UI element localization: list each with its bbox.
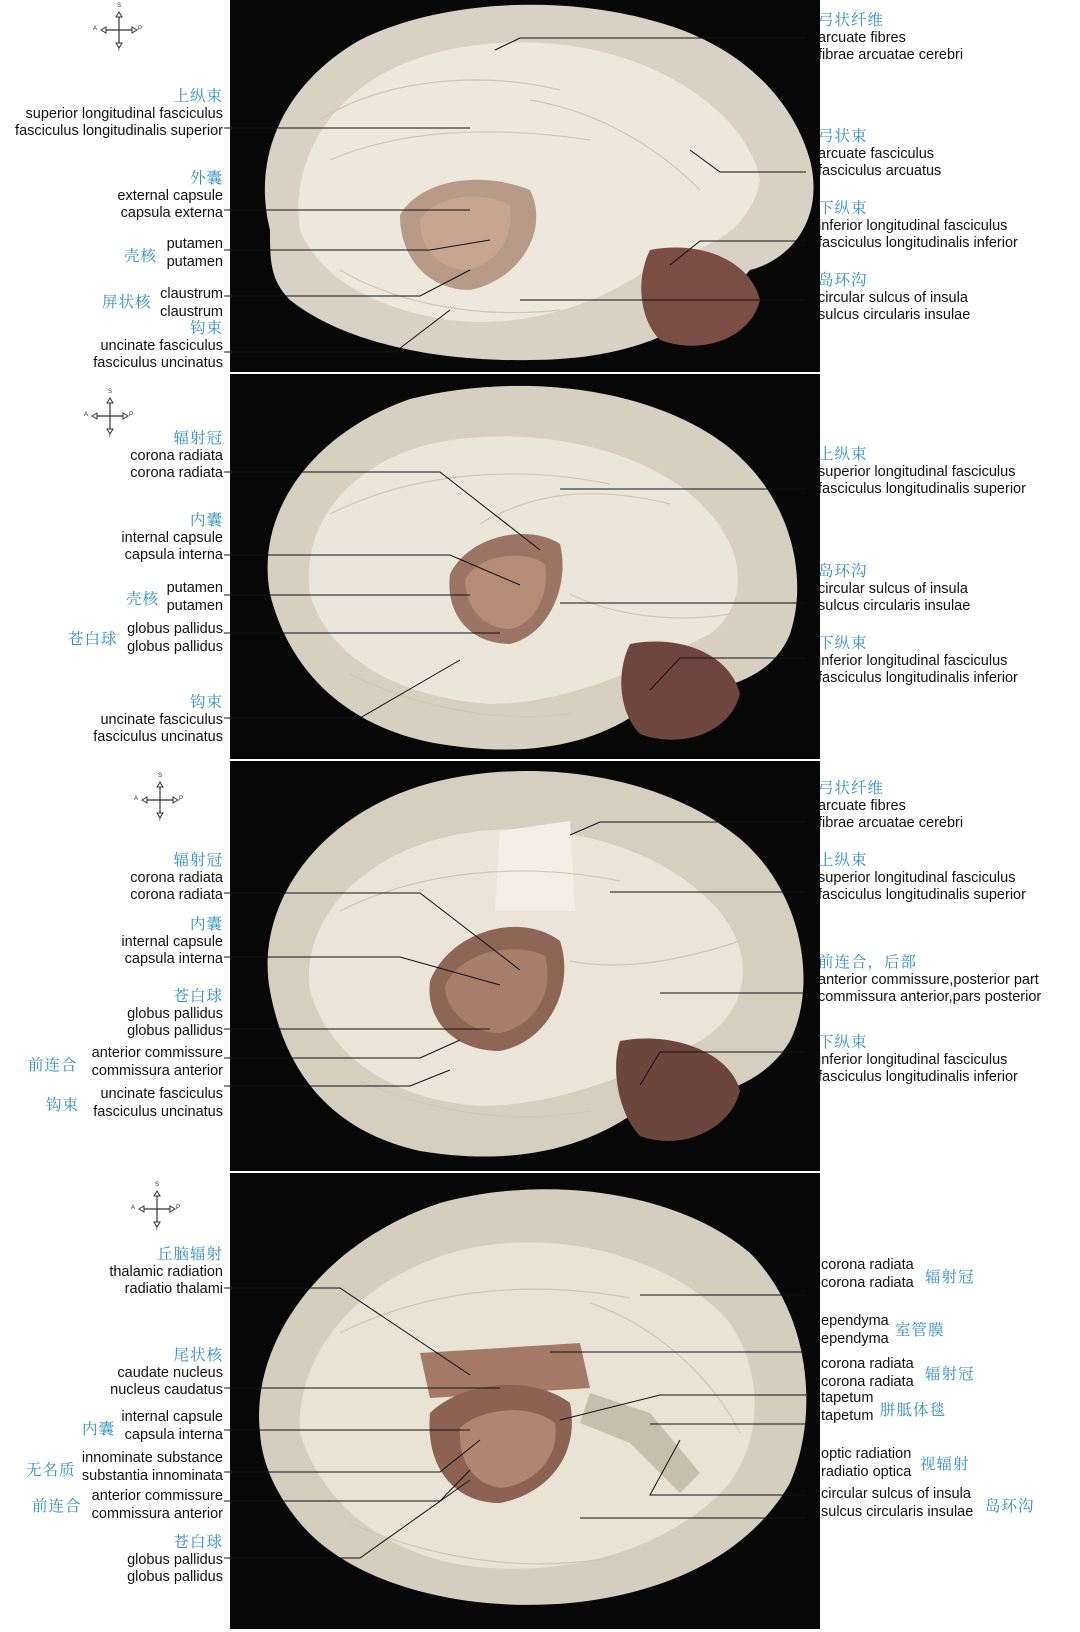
label-putamen: putamen putamen (166, 236, 223, 270)
label-internal-capsule-cn: 内囊 (82, 1420, 116, 1438)
label-inferior-longitudinal-fasciculus: 下纵束 inferior longitudinal fasciculus fasciculus longitudinalis inferior (818, 199, 1018, 251)
compass-p: P (179, 796, 184, 802)
compass-i: I (159, 817, 161, 823)
label-globus-pallidus: globus pallidus globus pallidus (127, 621, 223, 655)
orientation-compass (131, 1182, 181, 1232)
compass-s: S (117, 3, 122, 9)
label-globus-pallidus: 苍白球 globus pallidus globus pallidus (127, 987, 223, 1039)
compass-i: I (109, 433, 111, 439)
compass-s: S (108, 389, 113, 395)
label-circular-sulcus: circular sulcus of insula sulcus circularis insulae (821, 1486, 974, 1520)
brain-specimen-1 (230, 0, 820, 372)
brain-specimen-2 (230, 374, 820, 759)
label-uncinate-fasciculus-cn: 钩束 (46, 1096, 80, 1114)
label-anterior-commissure: anterior commissure commissura anterior (91, 1488, 223, 1522)
label-ependyma-cn: 室管膜 (895, 1321, 945, 1339)
label-uncinate-fasciculus: 钩束 uncinate fasciculus fasciculus uncinatus (93, 319, 223, 371)
label-corona-radiata: 辐射冠 corona radiata corona radiata (130, 429, 223, 481)
orientation-compass (93, 3, 143, 53)
label-ependyma: ependyma ependyma (821, 1313, 889, 1347)
compass-p: P (138, 26, 143, 32)
brain-specimen-4 (230, 1173, 820, 1629)
label-circular-sulcus: 岛环沟 circular sulcus of insula sulcus circularis insulae (818, 271, 971, 323)
label-optic-radiation-cn: 视辐射 (920, 1455, 970, 1473)
label-arcuate-fibres: 弓状纤维 arcuate fibres fibrae arcuatae cerebri (818, 779, 964, 831)
label-inferior-longitudinal-fasciculus: 下纵束 inferior longitudinal fasciculus fasciculus longitudinalis inferior (818, 1033, 1018, 1085)
label-corona-radiata-lower: corona radiata corona radiata (821, 1356, 914, 1390)
label-globus-pallidus-cn: 苍白球 (68, 630, 118, 648)
orientation-compass (84, 389, 134, 439)
label-claustrum-cn: 屏状核 (102, 293, 152, 311)
label-uncinate-fasciculus: 钩束 uncinate fasciculus fasciculus uncinatus (93, 693, 223, 745)
label-corona-radiata-upper-cn: 辐射冠 (925, 1268, 975, 1286)
brain-dissection-image-1 (230, 0, 820, 372)
compass-s: S (155, 1182, 160, 1188)
label-internal-capsule: 内囊 internal capsule capsula interna (121, 511, 223, 563)
label-anterior-commissure-cn: 前连合 (28, 1056, 78, 1074)
compass-a: A (134, 796, 139, 802)
compass-p: P (129, 412, 134, 418)
label-thalamic-radiation: 丘脑辐射 thalamic radiation radiatio thalami (109, 1245, 223, 1297)
label-claustrum: claustrum claustrum (160, 286, 223, 320)
compass-p: P (176, 1205, 181, 1211)
brain-dissection-image-2 (230, 374, 820, 759)
compass-i: I (118, 47, 120, 53)
brain-specimen-3 (230, 761, 820, 1171)
label-superior-longitudinal-fasciculus: 上纵束 superior longitudinal fasciculus fasciculus longitudinalis superior (818, 851, 1026, 903)
compass-a: A (84, 412, 89, 418)
brain-dissection-image-4 (230, 1173, 820, 1629)
label-circular-sulcus-cn: 岛环沟 (985, 1497, 1035, 1515)
compass-i: I (156, 1226, 158, 1232)
label-optic-radiation: optic radiation radiatio optica (821, 1446, 912, 1480)
label-external-capsule: 外囊 external capsule capsula externa (117, 169, 223, 221)
compass-a: A (131, 1205, 136, 1211)
label-corona-radiata-upper: corona radiata corona radiata (821, 1257, 914, 1291)
orientation-compass (134, 773, 184, 823)
label-putamen-cn: 壳核 (124, 247, 158, 265)
label-anterior-commissure-posterior-part: 前连合，后部 anterior commissure,posterior part commissura anterior,pars posterior (818, 953, 1042, 1005)
label-corona-radiata-lower-cn: 辐射冠 (925, 1365, 975, 1383)
label-superior-longitudinal-fasciculus: 上纵束 superior longitudinal fasciculus fasciculus longitudinalis superior (818, 445, 1026, 497)
label-circular-sulcus: 岛环沟 circular sulcus of insula sulcus circularis insulae (818, 562, 971, 614)
label-corona-radiata: 辐射冠 corona radiata corona radiata (130, 851, 223, 903)
label-innominate-substance-cn: 无名质 (26, 1461, 76, 1479)
label-uncinate-fasciculus: uncinate fasciculus fasciculus uncinatus (93, 1086, 223, 1120)
label-anterior-commissure-cn: 前连合 (32, 1497, 82, 1515)
label-anterior-commissure: anterior commissure commissura anterior (91, 1045, 223, 1079)
label-arcuate-fasciculus: 弓状束 arcuate fasciculus fasciculus arcuatus (818, 127, 942, 179)
label-internal-capsule: internal capsule capsula interna (121, 1409, 223, 1443)
label-tapetum: tapetum tapetum (821, 1390, 874, 1424)
brain-dissection-image-3 (230, 761, 820, 1171)
label-innominate-substance: innominate substance substantia innominata (81, 1450, 223, 1484)
label-tapetum-cn: 胼胝体毯 (880, 1401, 947, 1419)
label-superior-longitudinal-fasciculus: 上纵束 superior longitudinal fasciculus fasciculus longitudinalis superior (15, 87, 223, 139)
label-globus-pallidus: 苍白球 globus pallidus globus pallidus (127, 1533, 223, 1585)
compass-a: A (93, 26, 98, 32)
label-internal-capsule: 内囊 internal capsule capsula interna (121, 915, 223, 967)
label-putamen-cn: 壳核 (126, 590, 160, 608)
label-inferior-longitudinal-fasciculus: 下纵束 inferior longitudinal fasciculus fasciculus longitudinalis inferior (818, 634, 1018, 686)
label-arcuate-fibres: 弓状纤维 arcuate fibres fibrae arcuatae cerebri (818, 11, 964, 63)
label-putamen: putamen putamen (166, 580, 223, 614)
label-caudate-nucleus: 尾状核 caudate nucleus nucleus caudatus (110, 1346, 223, 1398)
compass-s: S (158, 773, 163, 779)
